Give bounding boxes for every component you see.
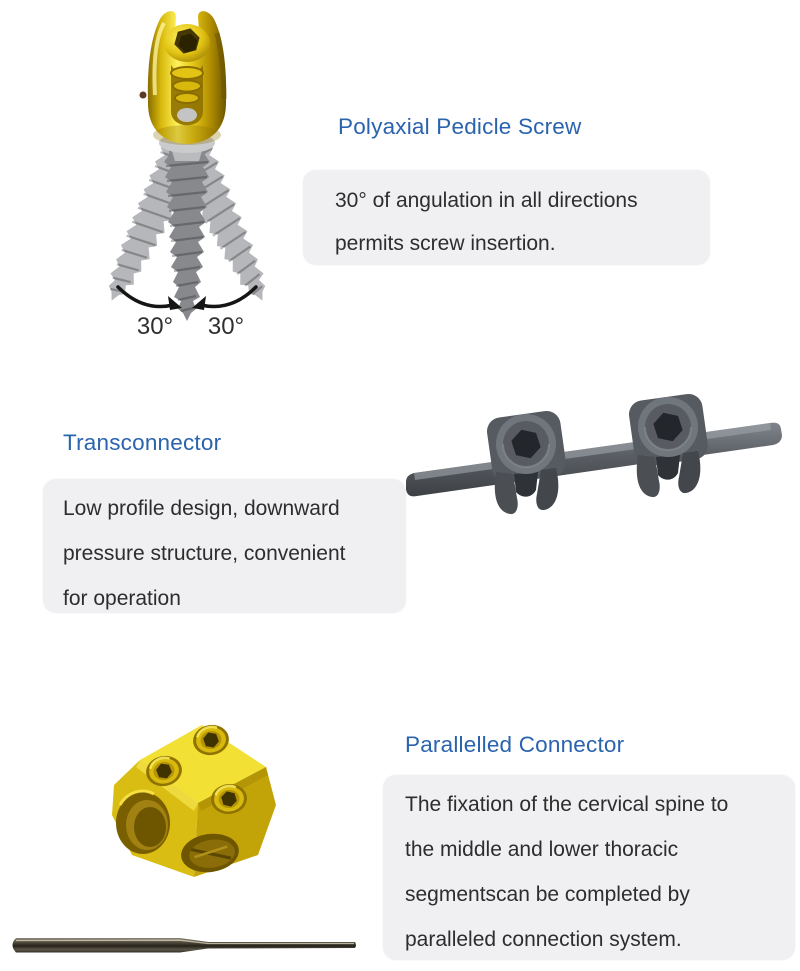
pedicle-screw-image [85,3,295,348]
screw-tulip-head [140,11,227,145]
description-line: for operation [63,587,181,610]
description-card-parallelled [383,775,795,960]
transconnector-illustration [398,383,798,538]
spinal-rod-image [0,930,380,960]
description-line: pressure structure, convenient [63,542,346,565]
pedicle-screw-illustration [85,3,295,348]
screw-shaft-center [164,149,210,321]
parallelled-connector-illustration [80,715,290,920]
section-title-parallelled-connector: Parallelled Connector [405,732,625,757]
transconnector-clamp-left [485,409,567,514]
description-line: paralleled connection system. [405,928,682,951]
head-side-hole [140,92,147,99]
description-line: the middle and lower thoracic [405,838,679,861]
section-title-transconnector: Transconnector [63,430,222,455]
angle-label-left: 30° [136,313,174,340]
description-line: The fixation of the cervical spine to [405,793,729,816]
spinal-rod-illustration [0,930,380,960]
description-line: permits screw insertion. [335,232,556,255]
angle-label-right: 30° [207,313,245,340]
section-title-polyaxial-pedicle-screw: Polyaxial Pedicle Screw [338,114,582,139]
description-line: Low profile design, downward [63,497,340,520]
description-line: segmentscan be completed by [405,883,690,906]
description-card-transconnector [43,479,406,613]
parallel-connector-image [80,715,290,920]
transconnector-bar [406,423,782,497]
description-line: 30° of angulation in all directions [335,189,638,212]
transconnector-image [398,383,798,538]
transconnector-clamp-right [627,392,709,497]
description-card-polyaxial [303,170,710,265]
